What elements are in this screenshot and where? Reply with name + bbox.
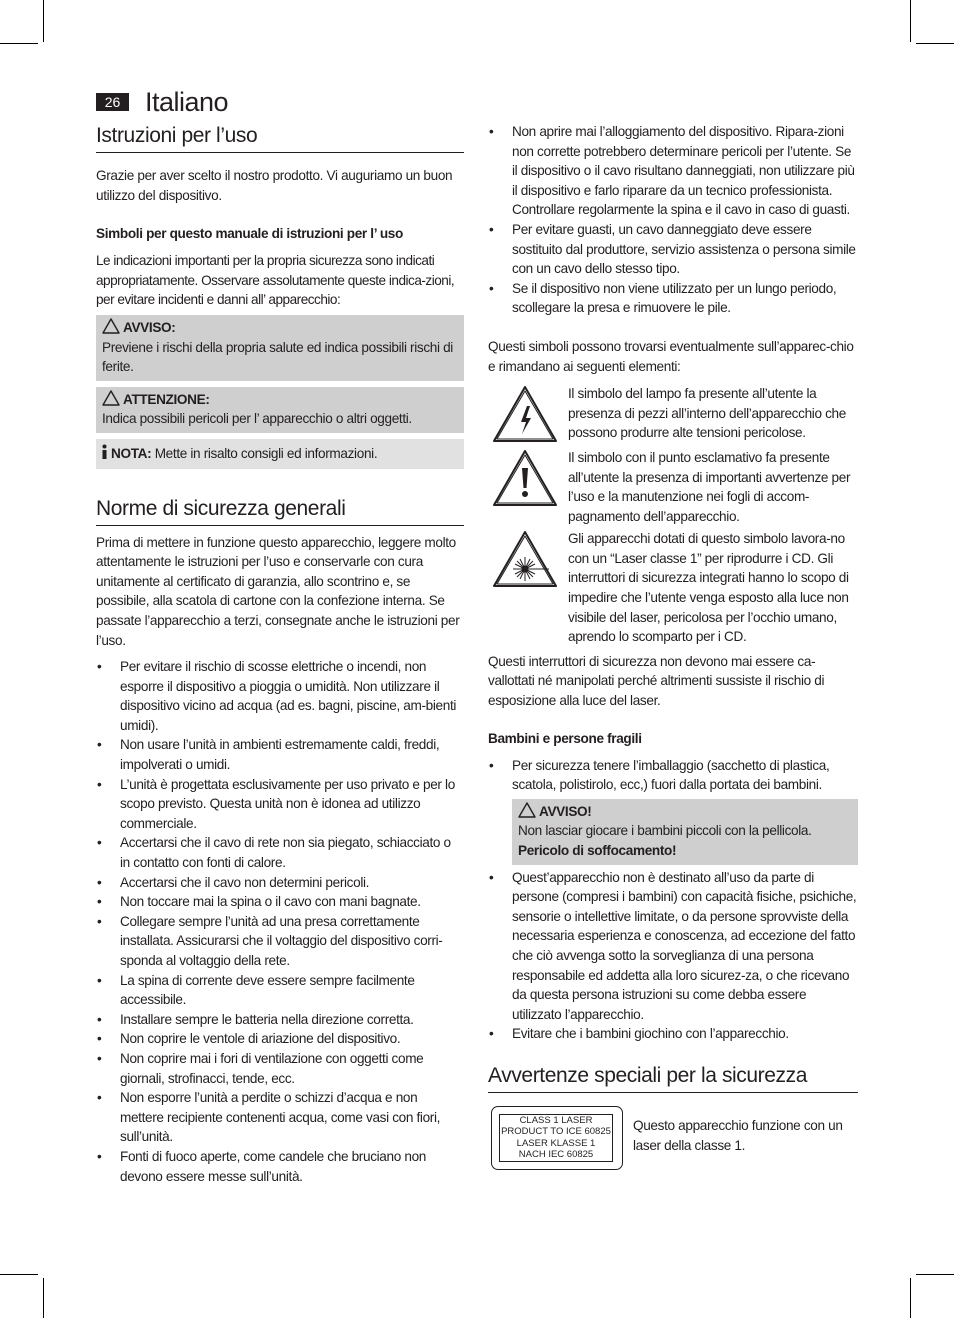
attenzione-title: ATTENZIONE: — [123, 391, 210, 407]
list-item: • Accertarsi che il cavo non determini pericoli. — [96, 873, 464, 893]
avviso-children-danger: Pericolo di soffocamento! — [518, 843, 677, 858]
right-column — [488, 122, 858, 1172]
list-item: • Non coprire mai i fori di ventilazione con oggetti come giornali, strofinacci, tende, ecc. — [96, 1049, 464, 1088]
lightning-warning-icon — [491, 384, 559, 444]
left-column — [96, 122, 464, 1186]
crop-mark — [910, 1278, 911, 1318]
avviso-title: AVVISO: — [123, 319, 176, 335]
warning-triangle-icon — [102, 390, 120, 406]
crop-mark — [916, 43, 954, 44]
list-item: • Collegare sempre l’unità ad una presa correttamente installata. Assicurarsi che il voltaggio del dispositivo corri-sponda al voltaggio della rete. — [96, 912, 464, 971]
list-item: • Installare sempre le batteria nella direzione corretta. — [96, 1010, 464, 1030]
subheading-symbols: Simboli per questo manuale di istruzioni per l’ uso — [96, 226, 403, 242]
safety-list-continued — [488, 122, 858, 318]
interlock-paragraph: Questi interruttori di sicurezza non devono mai essere ca-vallottati né manipolati perché altrimenti sussiste il rischio di esposizione alla luce del laser. — [488, 653, 825, 709]
safety-list — [96, 657, 464, 1186]
avviso-children-title: AVVISO! — [539, 803, 592, 819]
list-item: • L’unità è progettata esclusivamente per uso privato e per lo scopo previsto. Questa unità non è idonea ad utilizzo commerciale. — [96, 775, 464, 834]
crop-mark — [43, 1278, 44, 1318]
exclamation-symbol-row — [488, 448, 858, 526]
page-number: 26 — [96, 93, 129, 111]
laser-label-line: LASER KLASSE 1 — [516, 1137, 596, 1149]
laser-symbol-row — [488, 529, 858, 647]
list-item: • Accertarsi che il cavo di rete non sia piegato, schiacciato o in contatto con fonti di calore. — [96, 833, 464, 872]
language-heading: Italiano — [145, 87, 229, 117]
list-item: • Non esporre l’unità a perdite o schizzi d’acqua e non mettere recipiente contenenti acqua, come vasi con fiori, sull’unità. — [96, 1088, 464, 1147]
warning-triangle-icon — [518, 802, 536, 818]
crop-mark — [43, 0, 44, 42]
attenzione-text: Indica possibili pericoli per l’ apparecchio o altri oggetti. — [102, 411, 412, 427]
exclamation-description: Il simbolo con il punto esclamativo fa presente all’utente la presenza di importanti avvertenze per l’uso e la manutenzione nei fogli di accom-pagnamento dell’apparecchio. — [568, 449, 851, 524]
list-item: • Per evitare il rischio di scosse elettriche o incendi, non esporre il dispositivo a pioggia o umidità. Non utilizzare il dispositivo vicino ad acqua (ad es. bagni, piscine, am-bienti umidi). — [96, 657, 464, 735]
list-item: • Non coprire le ventole di ariazione del dispositivo. — [96, 1029, 464, 1049]
crop-mark — [916, 1274, 954, 1275]
subheading-children: Bambini e persone fragili — [488, 730, 642, 746]
section-heading-safety: Norme di sicurezza generali — [96, 495, 464, 526]
laser-class-label — [491, 1106, 623, 1170]
laser-description: Gli apparecchi dotati di questo simbolo lavora-no con un “Laser classe 1” per riprodurre i CD. Gli interruttori di sicurezza integrati hanno lo scopo di impedire che l’utente venga esposto alla luce non visibile del laser, pericolosa per l’occhio umano, aprendo lo scomparto per i CD. — [568, 531, 849, 645]
nota-title: NOTA: — [111, 445, 152, 461]
exclamation-warning-icon — [491, 448, 559, 508]
crop-mark — [910, 0, 911, 42]
section-heading-instructions: Istruzioni per l’uso — [96, 122, 464, 153]
list-item: • Evitare che i bambini giochino con l’apparecchio. — [488, 1024, 858, 1044]
list-item: • Se il dispositivo non viene utilizzato per un lungo periodo, scollegare la presa e rimuovere le pile. — [488, 279, 858, 318]
laser-label-row — [488, 1106, 858, 1172]
warning-triangle-icon — [102, 318, 120, 334]
children-list — [488, 756, 858, 795]
laser-label-line: PRODUCT TO ICE 60825 — [501, 1126, 611, 1138]
avviso-children-box — [512, 799, 858, 865]
list-item: • Quest’apparecchio non è destinato all’uso da parte di persone (compresi i bambini) con capacità fisiche, psichiche, sensorie o intellettive limitate, o da persone sprovviste della necessaria esperienza e conoscenza, ad eccezione del fatto che ciò avvenga sotto la sorveglianza di una persona responsabile ed addetta alla loro sicurez-za, o che ricevano da questa persona istruzioni su come debba essere utilizzato l’apparecchio. — [488, 868, 858, 1025]
symbols-intro: Questi simboli possono trovarsi eventualmente sull’apparec-chio e rimandano ai seguenti elementi: — [488, 338, 854, 374]
symbols-paragraph: Le indicazioni importanti per la propria sicurezza sono indicati appropriatamente. Osservare assolutamente queste indica-zioni, per evitare incidenti e danni all’ apparecchio: — [96, 253, 455, 308]
crop-mark — [0, 43, 38, 44]
list-item: • La spina di corrente deve essere sempre facilmente accessibile. — [96, 971, 464, 1010]
attenzione-box — [96, 387, 464, 433]
avviso-text: Previene i rischi della propria salute ed indica possibili rischi di ferite. — [102, 339, 453, 375]
info-icon — [100, 444, 109, 460]
lightning-symbol-row — [488, 384, 858, 443]
avviso-box — [96, 315, 464, 381]
laser-radiation-icon — [491, 529, 559, 589]
laser-label-line: CLASS 1 LASER — [519, 1114, 593, 1126]
nota-text: Mette in risalto consigli ed informazioni. — [151, 445, 378, 461]
laser-label-line: NACH IEC 60825 — [518, 1149, 594, 1161]
list-item: • Non toccare mai la spina o il cavo con mani bagnate. — [96, 892, 464, 912]
nota-box — [96, 439, 464, 469]
safety-paragraph: Prima di mettere in funzione questo apparecchio, leggere molto attentamente le istruzioni per l’uso e conservarle con cura unitamente al certificato di garanzia, allo scontrino e, se possibile, alla scatola di cartone con la confezione interna. Se passate l’apparecchio a terzi, consegnate anche le istruzioni per l’uso. — [96, 534, 460, 648]
laser-class-description: Questo apparecchio funzione con un laser della classe 1. — [633, 1117, 843, 1153]
laser-label-inner — [499, 1114, 613, 1162]
crop-mark — [0, 1274, 38, 1275]
list-item: • Fonti di fuoco aperte, come candele che bruciano non devono essere messe sull’unità. — [96, 1147, 464, 1186]
list-item: • Non aprire mai l’alloggiamento del dispositivo. Ripara-zioni non corrette potrebbero determinare pericoli per l’utente. Se il dispositivo o il cavo risultano danneggiati, non utilizzare più il dispositivo e farlo riparare da un tecnico professionista. Controllare regolarmente la spina e il cavo in caso di guasti. — [488, 122, 858, 220]
intro-paragraph: Grazie per aver scelto il nostro prodotto. Vi auguriamo un buon utilizzo del dispositivo. — [96, 168, 453, 203]
list-item: • Per sicurezza tenere l’imballaggio (sacchetto di plastica, scatola, polistirolo, ecc,) fuori dalla portata dei bambini. — [488, 756, 858, 795]
list-item: • Per evitare guasti, un cavo danneggiato deve essere sostituito dal produttore, servizio assistenza o persona simile con un cavo dello stesso tipo. — [488, 220, 858, 279]
section-heading-special-safety: Avvertenze speciali per la sicurezza — [488, 1062, 858, 1093]
list-item: • Non usare l’unità in ambienti estremamente caldi, freddi, impolverati o umidi. — [96, 735, 464, 774]
avviso-children-text: Non lasciar giocare i bambini piccoli con la pellicola. — [518, 823, 812, 839]
children-list-continued — [488, 868, 858, 1044]
lightning-description: Il simbolo del lampo fa presente all’utente la presenza di pezzi all’interno dell’apparecchio che possono produrre alte tensioni pericolose. — [568, 386, 846, 441]
